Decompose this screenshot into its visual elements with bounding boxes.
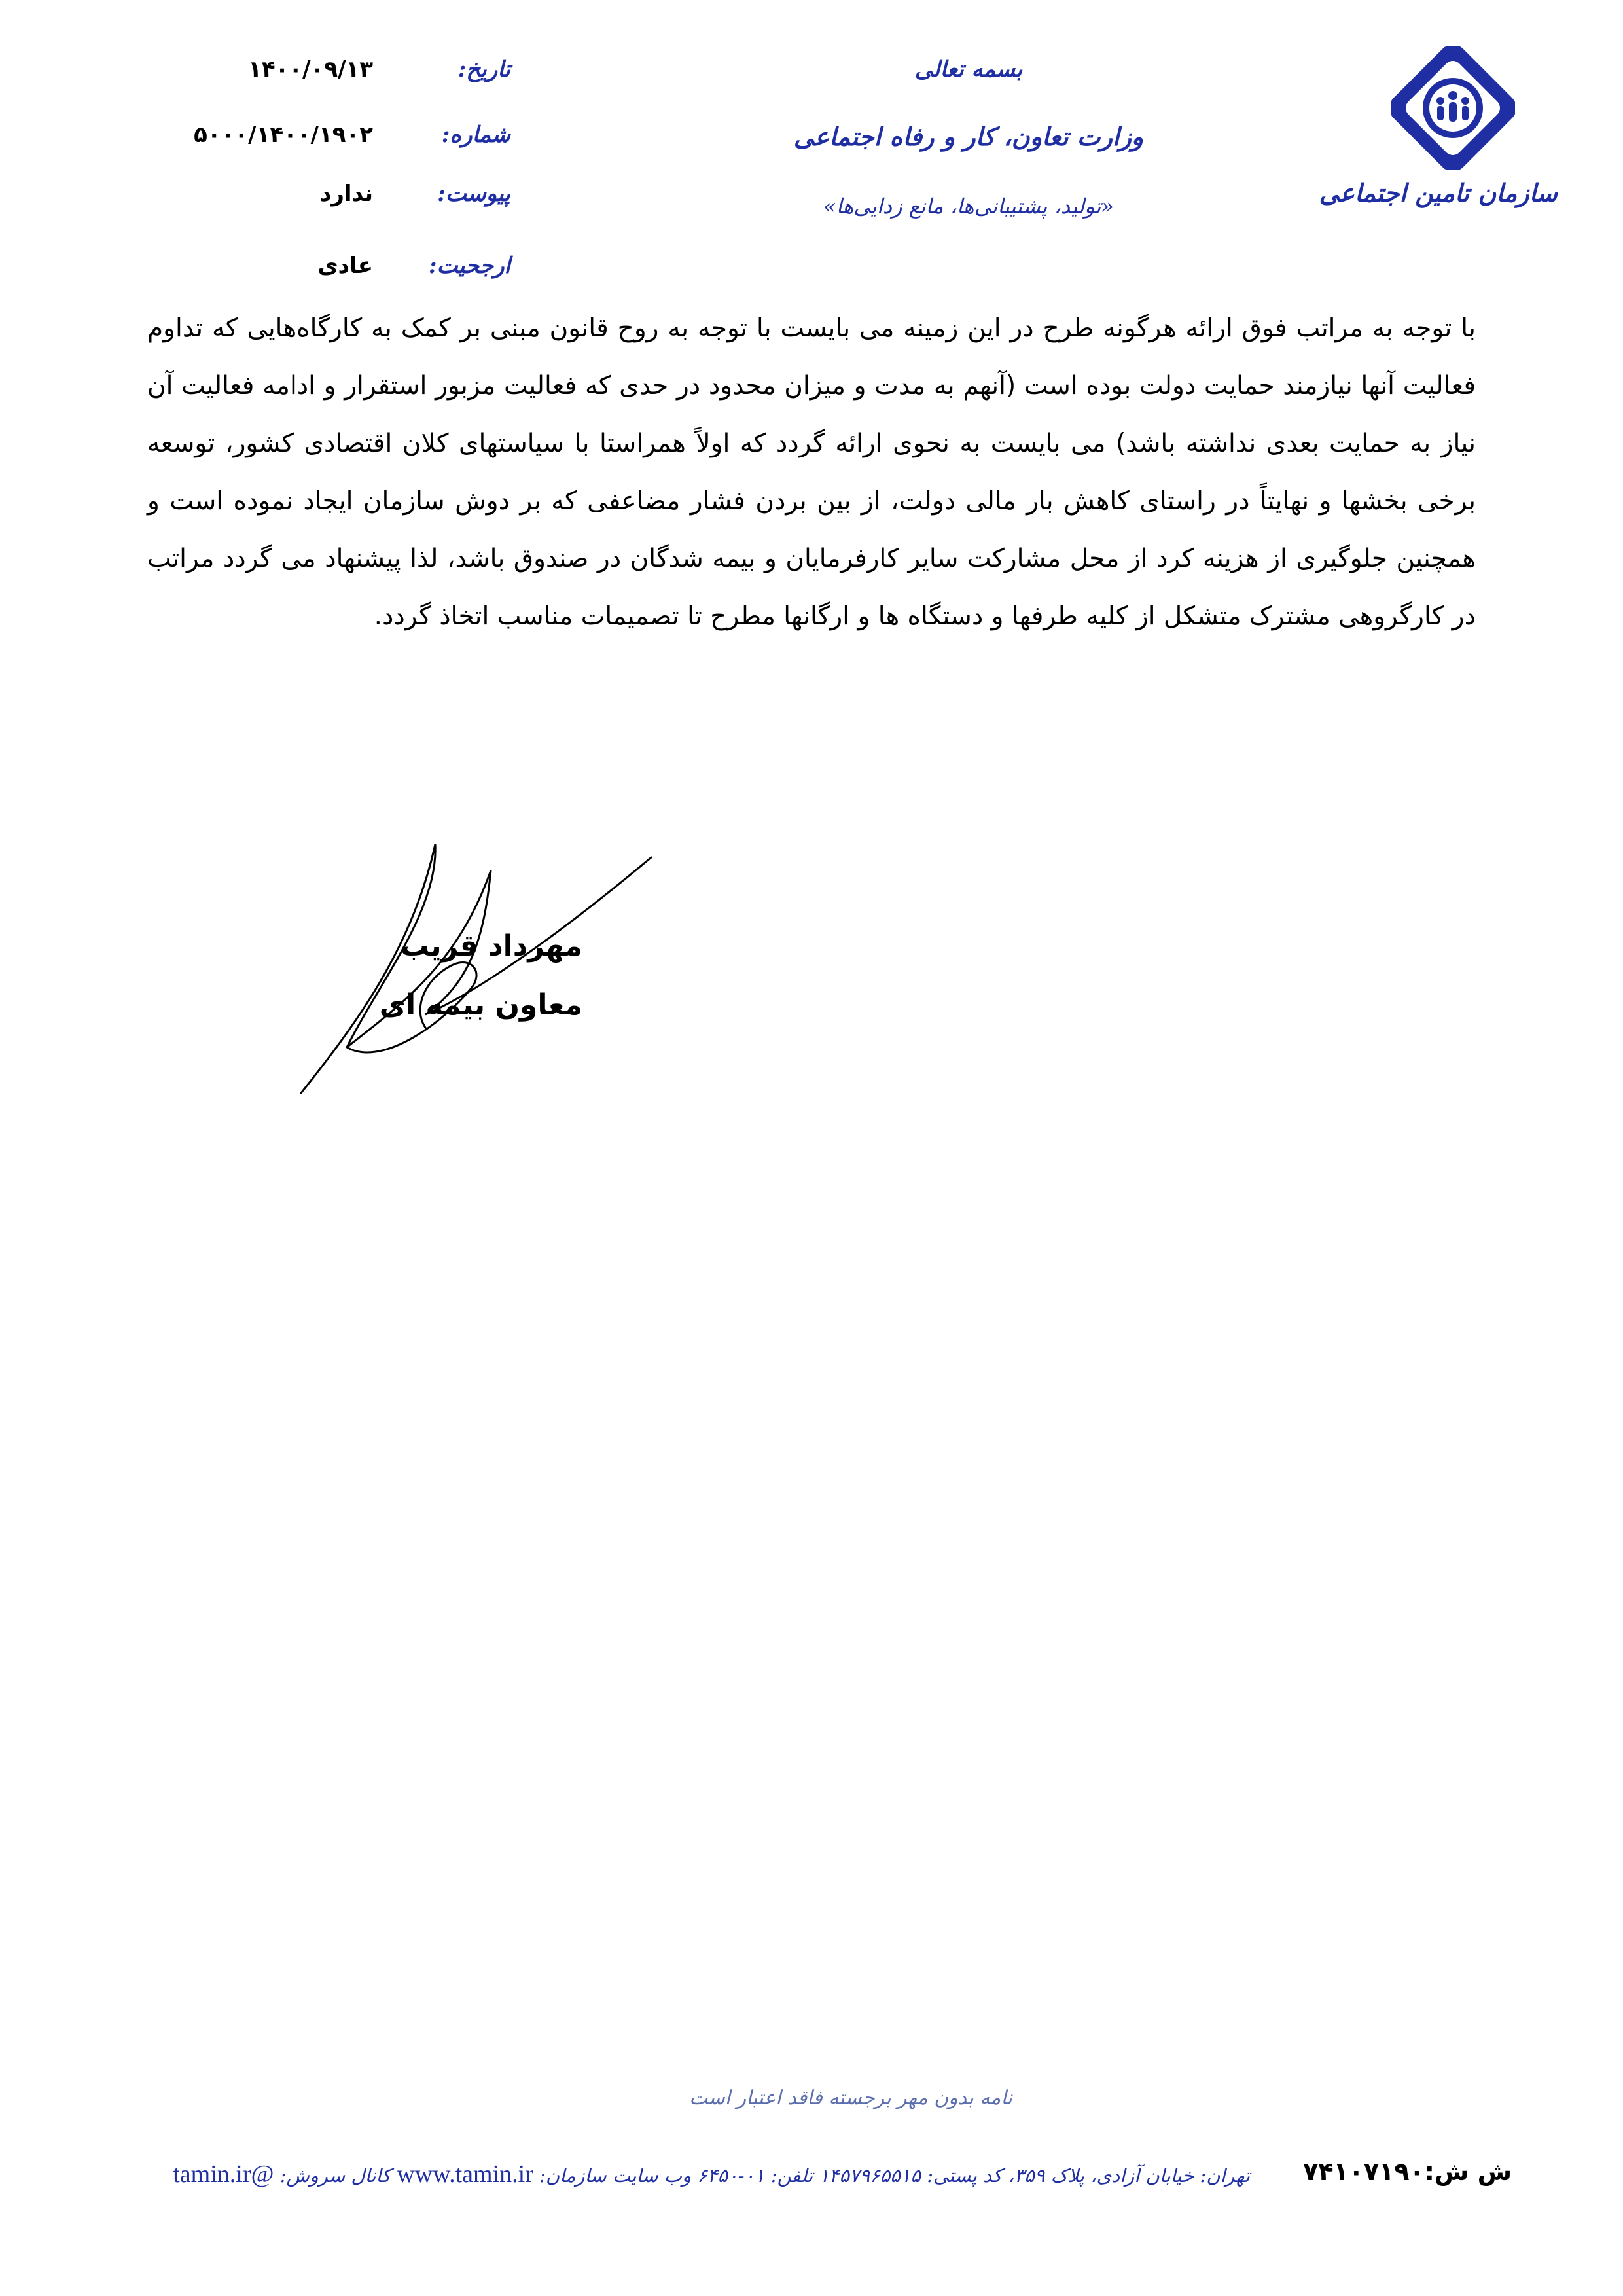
- date-value: ۱۴۰۰/۰۹/۱۳: [248, 56, 373, 82]
- footer-address-text: تهران: خیابان آزادی، پلاک ۳۵۹، کد پستی: ۱۴۵۷۹۶۵۵۱۵ تلفن: ۰۱-۶۴۵۰ وب سایت سازمان:: [539, 2164, 1250, 2187]
- priority-value: عادی: [317, 253, 373, 279]
- signer-name: مهرداد قریب: [400, 929, 582, 963]
- letter-number-value: ۵۰۰۰/۱۴۰۰/۱۹۰۲: [194, 122, 373, 148]
- letter-number-label: شماره:: [441, 122, 510, 148]
- attachment-value: ندارد: [319, 181, 373, 207]
- attachment-label: پیوست:: [437, 181, 510, 207]
- signer-title: معاون بیمه ای: [379, 988, 582, 1022]
- date-label: تاریخ:: [457, 56, 510, 82]
- soroush-channel-link[interactable]: @tamin.ir: [173, 2161, 274, 2188]
- document-serial: ش ش:۷۴۱۰۷۱۹۰: [1303, 2157, 1512, 2186]
- bismillah-heading: بسمه تعالی: [914, 56, 1023, 82]
- ministry-name: وزارت تعاون، کار و رفاه اجتماعی: [793, 122, 1144, 151]
- organization-logo: [1319, 46, 1558, 229]
- channel-label: کانال سروش:: [279, 2164, 391, 2187]
- tamin-logo-icon: [1391, 46, 1515, 170]
- year-slogan: «تولید، پشتیبانی‌ها، مانع زدایی‌ها»: [823, 194, 1114, 219]
- website-link[interactable]: www.tamin.ir: [397, 2161, 533, 2188]
- footer-contact: [173, 2160, 1250, 2189]
- organization-name: سازمان تامین اجتماعی: [1319, 178, 1558, 207]
- priority-label: ارجحیت:: [428, 253, 510, 279]
- letter-body-paragraph: با توجه به مراتب فوق ارائه هرگونه طرح در این زمینه می بایست با توجه به روح قانون مبنی بر کمک به کارگاه‌هایی که تداوم فعالیت آنها نیازمند حمایت دولت بوده است (آنهم به مدت و میزان محدود در حدی که فعالیت مزبور استقرار و ادامه فعالیت آن نیاز به حمایت بعدی نداشته باشد) می بایست به نحوی ارائه گردد که اولاً همراستا با سیاستهای کلان اقتصادی کشور، توسعه برخی بخشها و نهایتاً در راستای کاهش بار مالی دولت، از بین بردن فشار مضاعفی که بر دوش سازمان ایجاد نموده است و همچنین جلوگیری از هزینه کرد از محل مشارکت سایر کارفرمایان و بیمه شدگان در صندوق باشد، لذا پیشنهاد می گردد مراتب در کارگروهی مشترک متشکل از کلیه طرفها و دستگاه ها و ارگانها مطرح تا تصمیمات مناسب اتخاذ گردد.: [147, 314, 1476, 631]
- validity-note: نامه بدون مهر برجسته فاقد اعتبار است: [689, 2087, 1012, 2109]
- handwritten-signature: [275, 831, 668, 1106]
